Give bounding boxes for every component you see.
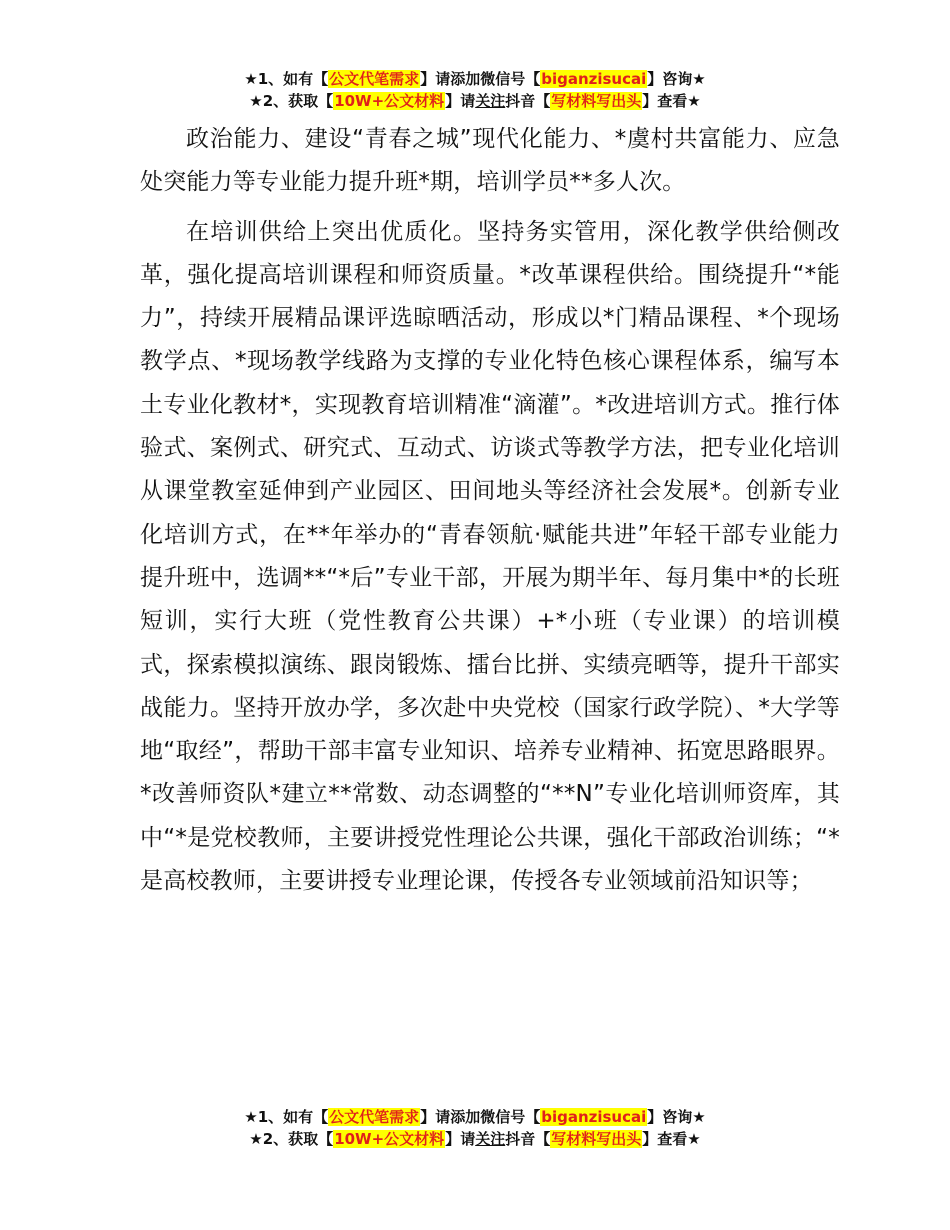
banner-line-2: ★2、获取【10W+公文材料】请关注抖音【写材料写出头】查看★ — [249, 1130, 701, 1148]
banner-line-1: ★1、如有【公文代笔需求】请添加微信号【biganzisucai】咨询★ — [244, 1108, 706, 1126]
banner-line-1: ★1、如有【公文代笔需求】请添加微信号【biganzisucai】咨询★ — [244, 70, 706, 88]
footer-banner — [0, 1106, 950, 1150]
banner-line-2: ★2、获取【10W+公文材料】请关注抖音【写材料写出头】查看★ — [249, 92, 701, 110]
header-banner — [0, 68, 950, 112]
highlight-douyin-account: 写材料写出头 — [551, 92, 642, 110]
highlight-service: 公文代笔需求 — [329, 1108, 420, 1126]
highlight-materials: 10W+公文材料 — [334, 92, 445, 110]
paragraph-1: 政治能力、建设“青春之城”现代化能力、*虞村共富能力、应急处突能力等专业能力提升班*期，培训学员**多人次。 — [140, 126, 840, 196]
highlight-wechat-id: biganzisucai — [541, 70, 647, 88]
follow-underlined: 关注 — [475, 1130, 506, 1148]
highlight-service: 公文代笔需求 — [329, 70, 420, 88]
highlight-douyin-account: 写材料写出头 — [551, 1130, 642, 1148]
highlight-materials: 10W+公文材料 — [334, 1130, 445, 1148]
follow-underlined: 关注 — [475, 92, 506, 110]
document-body — [140, 118, 840, 903]
paragraph-2: 在培训供给上突出优质化。坚持务实管用，深化教学供给侧改革，强化提高培训课程和师资质量。*改革课程供给。围绕提升“*能力”，持续开展精品课评选晾晒活动，形成以*门精品课程、*个现场教学点、*现场教学线路为支撑的专业化特色核心课程体系，编写本土专业化教材*，实现教育培训精准“滴灌”。*改进培训方式。推行体验式、案例式、研究式、互动式、访谈式等教学方法，把专业化培训从课堂教室延伸到产业园区、田间地头等经济社会发展*。创新专业化培训方式，在**年举办的“青春领航·赋能共进”年轻干部专业能力提升班中，选调**“*后”专业干部，开展为期半年、每月集中*的长班短训，实行大班（党性教育公共课）+*小班（专业课）的培训模式，探索模拟演练、跟岗锻炼、擂台比拼、实绩亮晒等，提升干部实战能力。坚持开放办学，多次赴中央党校（国家行政学院）、*大学等地“取经”，帮助干部丰富专业知识、培养专业精神、拓宽思路眼界。*改善师资队*建立**常数、动态调整的“**N”专业化培训师资库，其中“*是党校教师，主要讲授党性理论公共课，强化干部政治训练；“*是高校教师，主要讲授专业理论课，传授各专业领域前沿知识等； — [140, 218, 840, 895]
highlight-wechat-id: biganzisucai — [541, 1108, 647, 1126]
